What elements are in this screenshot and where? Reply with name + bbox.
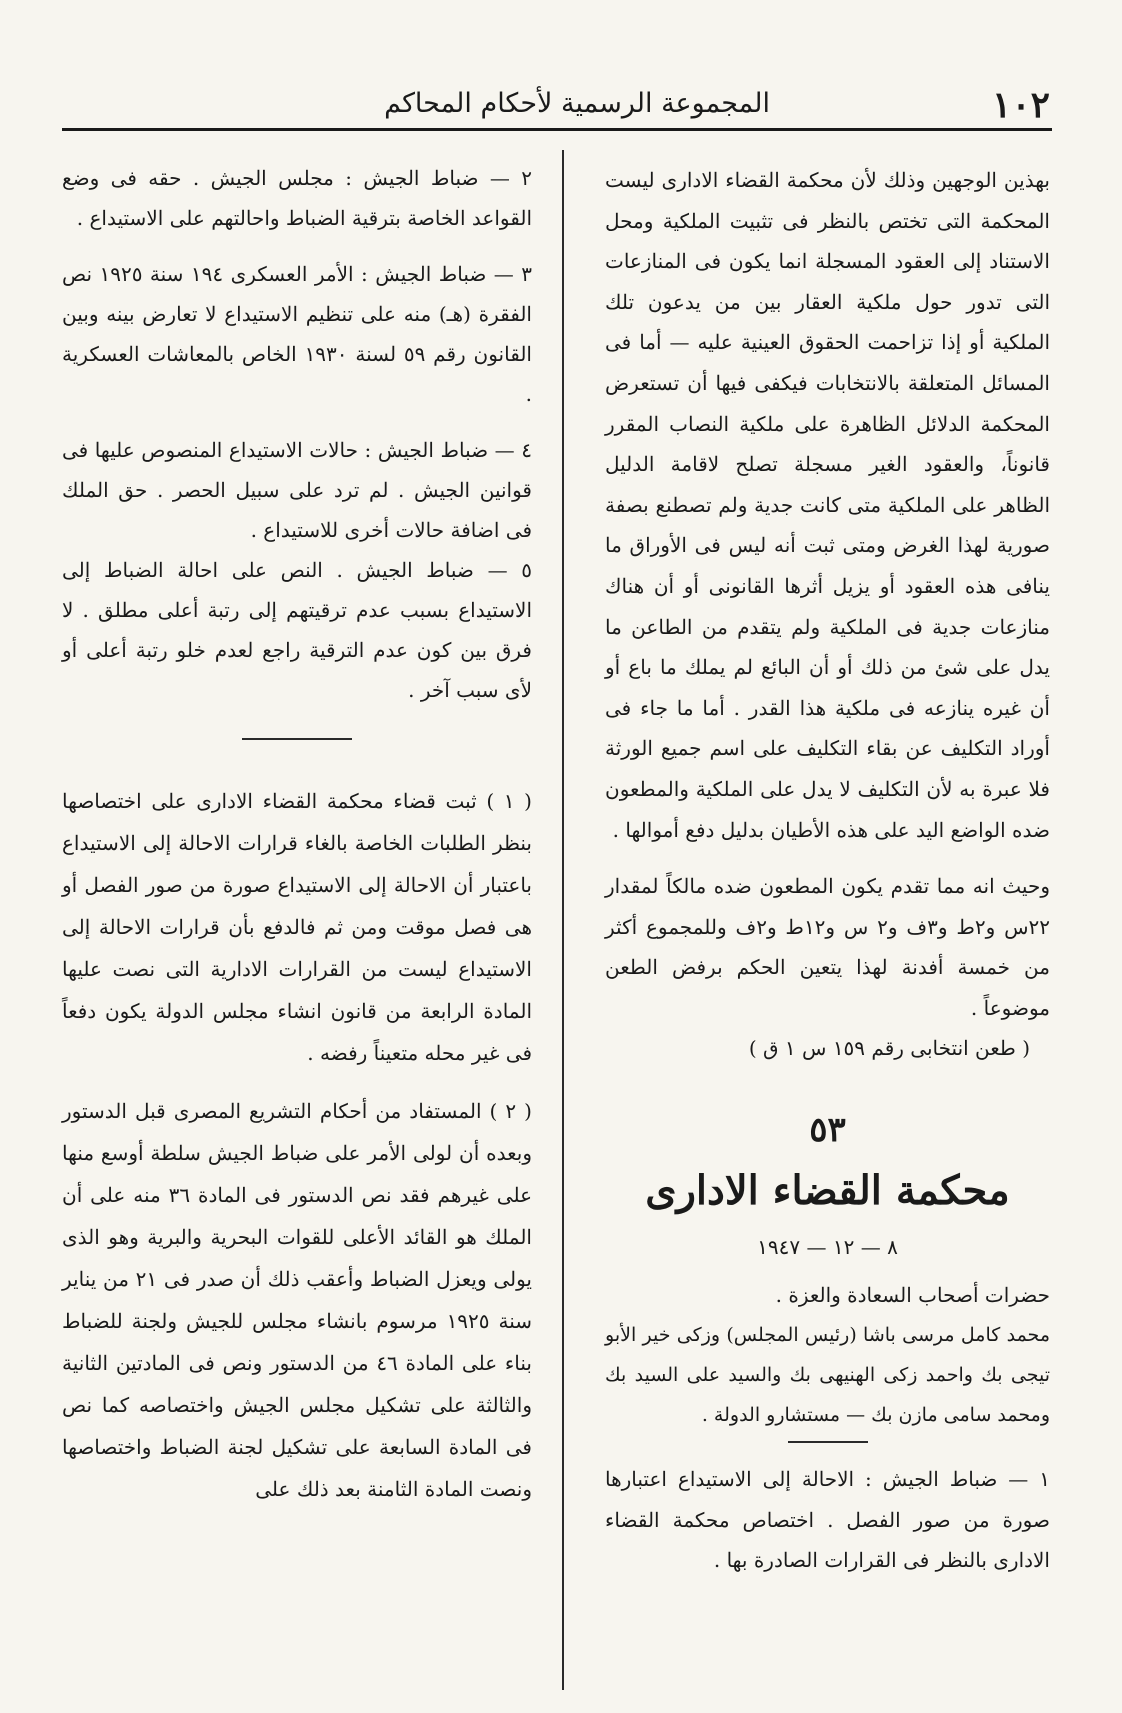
judgment-paragraph-1: بهذين الوجهين وذلك لأن محكمة القضاء الادارى ليست المحكمة التى تختص بالنظر فى تثبيت الملكية ومحل الاستناد إلى العقود المسجلة انما يكون فى المنازعات التى تدور حول ملكية العقار بين من يدعون تلك الملكية أو إذا تزاحمت الحقوق العينية عليه — أما فى المسائل المتعلقة بالانتخابات فيكفى فيها أن تستعرض المحكمة الدلائل الظاهرة على ملكية النصاب المقرر قانوناً، والعقود الغير مسجلة تصلح لاقامة الدليل الظاهر على الملكية متى كانت جدية ولم تصطنع بصفة صورية لهذا الغرض ومتى ثبت أنه ليس فى الأوراق ما ينافى هذه العقود أو يزيل أثرها القانونى أو أن هناك منازعات جدية فى الملكية ولم يتقدم من الطاعن ما يدل على شئ من ذلك أو أن البائع لم يملك ما باع أو أن غيره ينازعه فى ملكية هذا القدر . أما ما جاء فى أوراد التكليف عن بقاء التكليف على اسم جميع الورثة فلا عبرة به لأن التكليف لا يدل على الملكية والمطعون ضده الواضع اليد على هذه الأطيان بدليل دفع أموالها . xyxy=(605,168,1050,842)
column-divider xyxy=(562,150,564,1690)
court-name: محكمة القضاء الادارى xyxy=(645,1167,1010,1215)
page-number: ١٠٢ xyxy=(991,84,1050,126)
page-header xyxy=(60,84,1060,134)
case-reference: ( طعن انتخابى رقم ١٥٩ س ١ ق ) xyxy=(748,1036,1030,1061)
ruling-date: ٨ — ١٢ — ١٩٤٧ xyxy=(757,1235,898,1260)
header-rule xyxy=(62,128,1052,131)
section-rule xyxy=(242,738,352,740)
headnote-2: ٢ — ضباط الجيش : مجلس الجيش . حقه فى وضع القواعد الخاصة بترقية الضباط واحالتهم على الاستيداع . xyxy=(62,166,532,230)
case-number: ٥٣ xyxy=(809,1110,846,1151)
headnote-1: ١ — ضباط الجيش : الاحالة إلى الاستيداع اعتبارها صورة من صور الفصل . اختصاص محكمة القضاء الادارى بالنظر فى القرارات الصادرة بها . xyxy=(605,1467,1050,1573)
principle-2: ( ٢ ) المستفاد من أحكام التشريع المصرى قبل الدستور وبعده أن لولى الأمر على ضباط الجيش سلطة أوسع منها على غيرهم فقد نص الدستور فى المادة ٣٦ منه على أن الملك هو القائد الأعلى للقوات البحرية والبرية وهو الذى يولى ويعزل الضباط وأعقب ذلك أن صدر فى ٢١ من يناير سنة ١٩٢٥ مرسوم بانشاء مجلس للجيش ولجنة للضباط بناء على المادة ٤٦ من الدستور ونص فى المادتين الثانية والثالثة على تشكيل مجلس الجيش واختصاصه كما نص فى المادة السابعة على تشكيل لجنة الضباط واختصاصها ونصت المادة الثامنة بعد ذلك على xyxy=(62,1099,533,1501)
headnote-4: ٤ — ضباط الجيش : حالات الاستيداع المنصوص عليها فى قوانين الجيش . لم ترد على سبيل الحصر . حق الملك فى اضافة حالات أخرى للاستيداع . xyxy=(62,438,532,542)
right-column xyxy=(605,160,1050,1581)
judges-title: حضرات أصحاب السعادة والعزة . xyxy=(775,1283,1050,1308)
left-column xyxy=(62,158,532,1510)
headnote-3: ٣ — ضباط الجيش : الأمر العسكرى ١٩٤ سنة ١٩٢٥ نص الفقرة (هـ) منه على تنظيم الاستيداع لا تعارض بينه وبين القانون رقم ٥٩ لسنة ١٩٣٠ الخاص بالمعاشات العسكرية . xyxy=(62,262,532,406)
headnote-5: ٥ — ضباط الجيش . النص على احالة الضباط إلى الاستيداع بسبب عدم ترقيتهم إلى رتبة أعلى مطلق . لا فرق بين كون عدم الترقية راجع لعدم خلو رتبة أعلى أو لأى سبب آخر . xyxy=(62,558,532,702)
principle-1: ( ١ ) ثبت قضاء محكمة القضاء الادارى على اختصاصها بنظر الطلبات الخاصة بالغاء قرارات الاحالة إلى الاستيداع باعتبار أن الاحالة إلى الاستيداع صورة من صور الفصل أو هى فصل موقت ومن ثم فالدفع بأن قرارات الاحالة إلى الاستيداع ليست من القرارات الادارية التى نصت عليها المادة الرابعة من قانون انشاء مجلس الدولة يكون دفعاً فى غير محله متعيناً رفضه . xyxy=(62,789,533,1065)
judgment-paragraph-2: وحيث انه مما تقدم يكون المطعون ضده مالكاً لمقدار ٢٢س و٢ط و٣ف و٢ س و١٢ط و٢ف وللمجموع أكثر من خمسة أفدنة لهذا يتعين الحكم برفض الطعن موضوعاً . xyxy=(605,874,1050,1020)
running-title: المجموعة الرسمية لأحكام المحاكم xyxy=(384,88,770,119)
judges-rule xyxy=(788,1441,868,1443)
judges-list: محمد كامل مرسى باشا (رئيس المجلس) وزكى خير الأبو تيجى بك واحمد زكى الهنيهى بك والسيد على السيد بك ومحمد سامى مازن بك — مستشارو الدولة . xyxy=(605,1324,1050,1427)
